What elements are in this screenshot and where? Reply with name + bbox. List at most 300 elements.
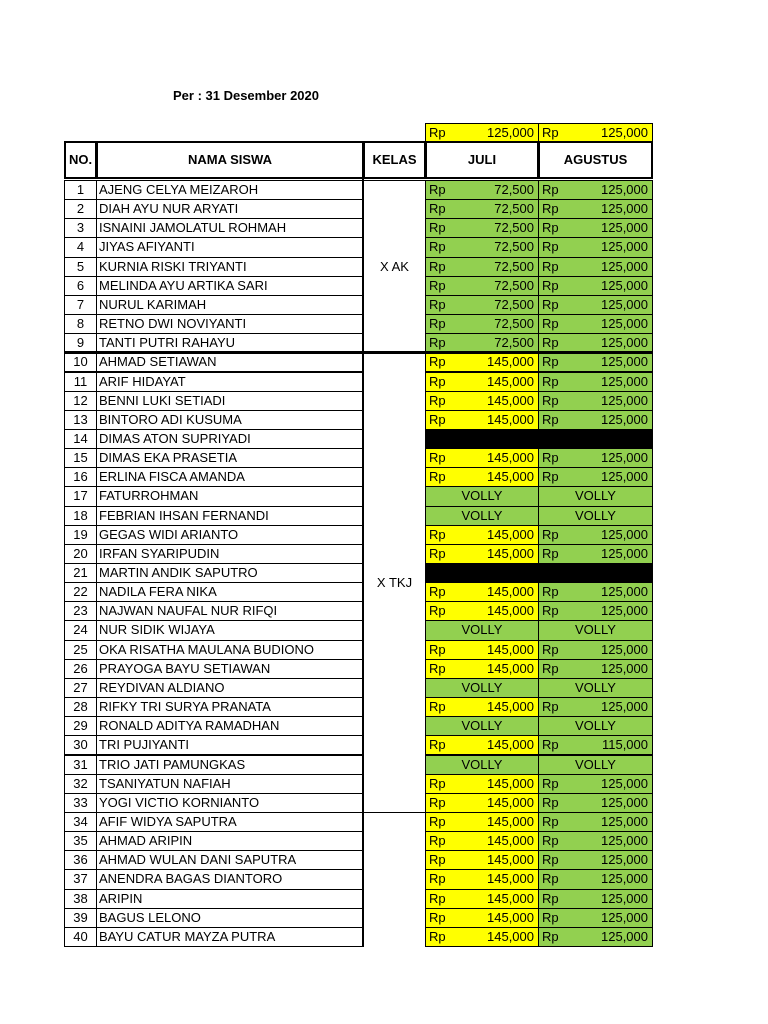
row-number	[64, 735, 97, 755]
payment-cell-juli[interactable]	[425, 237, 539, 257]
payment-cell-agustus[interactable]	[538, 735, 653, 755]
student-name-text: MARTIN ANDIK SAPUTRO	[99, 565, 258, 580]
payment-cell-juli[interactable]	[425, 352, 539, 372]
payment-cell-juli[interactable]	[425, 257, 539, 277]
payment-cell-agustus[interactable]	[538, 429, 653, 449]
row-number	[64, 869, 97, 889]
payment-amount: 145,000	[487, 545, 534, 561]
currency-label: Rp	[429, 277, 446, 293]
row-number-text: 32	[73, 775, 88, 791]
student-name-text: AFIF WIDYA SAPUTRA	[99, 813, 237, 829]
payment-cell-juli[interactable]	[425, 506, 539, 526]
payment-cell-agustus[interactable]	[538, 525, 653, 545]
row-number-text: 3	[76, 220, 85, 236]
currency-label: Rp	[542, 545, 559, 561]
row-number	[64, 372, 97, 392]
payment-amount: 125,000	[601, 296, 648, 312]
payment-cell-juli[interactable]	[425, 601, 539, 621]
currency-label: Rp	[429, 699, 446, 715]
student-name-text: NURUL KARIMAH	[99, 296, 207, 312]
currency-label: Rp	[542, 794, 559, 810]
payment-cell-juli[interactable]	[425, 640, 539, 660]
student-name	[96, 180, 364, 200]
student-name	[96, 314, 364, 334]
row-number-text: 36	[73, 852, 88, 868]
student-name	[96, 640, 364, 660]
payment-cell-juli[interactable]	[425, 333, 539, 353]
student-name	[96, 620, 364, 640]
currency-label: Rp	[542, 813, 559, 829]
header-no	[64, 141, 97, 179]
payment-amount: 125,000	[601, 220, 648, 236]
student-name-text: JIYAS AFIYANTI	[99, 239, 195, 255]
payment-cell-agustus[interactable]	[538, 391, 653, 411]
payment-cell-juli[interactable]	[425, 927, 539, 947]
payment-cell-agustus[interactable]	[538, 601, 653, 621]
currency-label: Rp	[542, 737, 559, 753]
row-number-text: 12	[73, 392, 88, 408]
group-divider	[64, 351, 653, 354]
currency-label: Rp	[542, 239, 559, 255]
student-name	[96, 889, 364, 909]
payment-cell-agustus[interactable]	[538, 506, 653, 526]
payment-cell-juli[interactable]	[425, 678, 539, 698]
currency-label: Rp	[429, 775, 446, 791]
currency-label: Rp	[542, 392, 559, 408]
payment-amount: 125,000	[601, 182, 648, 197]
student-name	[96, 333, 364, 353]
kelas-group-cell	[363, 180, 426, 353]
currency-label: Rp	[429, 928, 446, 944]
row-number-text: 33	[73, 794, 88, 810]
payment-cell-juli[interactable]	[425, 372, 539, 392]
row-number	[64, 467, 97, 487]
row-number	[64, 295, 97, 315]
payment-cell-agustus[interactable]	[538, 678, 653, 698]
student-name	[96, 237, 364, 257]
name-column-right-border	[362, 141, 364, 947]
payment-amount: 125,000	[601, 354, 648, 370]
student-name-text: NUR SIDIK WIJAYA	[99, 622, 215, 638]
currency-label: Rp	[429, 641, 446, 657]
row-number-text: 29	[73, 718, 88, 734]
payment-amount: 125,000	[601, 469, 648, 485]
payment-note: VOLLY	[575, 622, 616, 638]
student-name	[96, 429, 364, 449]
payment-cell-agustus[interactable]	[538, 697, 653, 717]
student-name-text: FEBRIAN IHSAN FERNANDI	[99, 507, 269, 523]
currency-label: Rp	[429, 182, 446, 197]
payment-cell-agustus[interactable]	[538, 620, 653, 640]
row-number-text: 28	[73, 699, 88, 715]
payment-note: VOLLY	[575, 507, 616, 523]
payment-amount: 72,500	[494, 277, 534, 293]
row-number	[64, 659, 97, 679]
row-number	[64, 774, 97, 794]
payment-cell-agustus[interactable]	[538, 448, 653, 468]
payment-cell-juli[interactable]	[425, 218, 539, 238]
student-name-text: ISNAINI JAMOLATUL ROHMAH	[99, 220, 287, 236]
student-name	[96, 869, 364, 889]
payment-amount: 145,000	[487, 852, 534, 868]
currency-label: Rp	[429, 373, 446, 389]
payment-cell-agustus[interactable]	[538, 352, 653, 372]
student-name	[96, 678, 364, 698]
payment-note: VOLLY	[575, 718, 616, 734]
student-name	[96, 927, 364, 947]
payment-cell-juli[interactable]	[425, 831, 539, 851]
payment-amount: 125,000	[601, 890, 648, 906]
student-name-text: IRFAN SYARIPUDIN	[99, 545, 220, 561]
student-name-text: ERLINA FISCA AMANDA	[99, 469, 245, 485]
student-name-text: ARIF HIDAYAT	[99, 373, 186, 389]
payment-amount: 145,000	[487, 813, 534, 829]
payment-cell-juli[interactable]	[425, 735, 539, 755]
row-number	[64, 755, 97, 775]
row-number-text: 11	[73, 373, 88, 389]
student-name-text: REYDIVAN ALDIANO	[99, 679, 225, 695]
student-name-text: MELINDA AYU ARTIKA SARI	[99, 277, 268, 293]
currency-label: Rp	[542, 296, 559, 312]
currency-label: Rp	[542, 316, 559, 332]
student-name	[96, 831, 364, 851]
student-name-text: AHMAD ARIPIN	[99, 833, 193, 849]
payment-cell-juli[interactable]	[425, 276, 539, 296]
page-title: Per : 31 Desember 2020	[173, 88, 319, 103]
row-number	[64, 678, 97, 698]
student-name-text: BAGUS LELONO	[99, 909, 201, 925]
payment-amount: 145,000	[487, 890, 534, 906]
payment-cell-agustus[interactable]	[538, 908, 653, 928]
row-number-text: 30	[73, 737, 88, 753]
payment-cell-juli[interactable]	[425, 391, 539, 411]
row-number	[64, 448, 97, 468]
payment-cell-juli[interactable]	[425, 697, 539, 717]
student-name-text: BENNI LUKI SETIADI	[99, 392, 226, 408]
row-number	[64, 544, 97, 564]
student-name-text: RETNO DWI NOVIYANTI	[99, 316, 247, 332]
payment-amount: 145,000	[487, 584, 534, 600]
payment-amount: 72,500	[494, 335, 534, 351]
row-number-text: 15	[73, 450, 88, 466]
student-name	[96, 716, 364, 736]
row-number-text: 16	[73, 469, 88, 485]
student-name	[96, 372, 364, 392]
currency-label: Rp	[429, 890, 446, 906]
row-number-text: 1	[76, 182, 85, 197]
kelas-top-line	[363, 812, 426, 813]
payment-amount: 145,000	[487, 603, 534, 619]
payment-cell-juli[interactable]	[425, 908, 539, 928]
row-number-text: 9	[76, 335, 85, 351]
header-kelas	[363, 141, 426, 179]
payment-cell-juli[interactable]	[425, 410, 539, 430]
row-number-text: 23	[73, 603, 88, 619]
payment-cell-agustus[interactable]	[538, 640, 653, 660]
header-label-no: NO.	[68, 152, 93, 167]
row-number	[64, 908, 97, 928]
payment-cell-agustus[interactable]	[538, 831, 653, 851]
currency-label: Rp	[542, 890, 559, 906]
student-name	[96, 506, 364, 526]
currency-label: Rp	[429, 584, 446, 600]
currency-label: Rp	[542, 871, 559, 887]
row-number	[64, 429, 97, 449]
payment-cell-juli[interactable]	[425, 659, 539, 679]
payment-cell-agustus[interactable]	[538, 295, 653, 315]
student-name	[96, 908, 364, 928]
student-name	[96, 755, 364, 775]
payment-cell-agustus[interactable]	[538, 180, 653, 200]
row-number	[64, 582, 97, 602]
currency-label: Rp	[542, 526, 559, 542]
payment-cell-juli[interactable]	[425, 793, 539, 813]
currency-label: Rp	[429, 794, 446, 810]
payment-amount: 145,000	[487, 392, 534, 408]
payment-cell-agustus[interactable]	[538, 544, 653, 564]
payment-cell-juli[interactable]	[425, 812, 539, 832]
payment-cell-juli[interactable]	[425, 199, 539, 219]
payment-cell-juli[interactable]	[425, 774, 539, 794]
payment-amount: 72,500	[494, 220, 534, 236]
student-name-text: AHMAD SETIAWAN	[99, 354, 217, 370]
row-number-text: 10	[73, 354, 88, 370]
payment-amount: 125,000	[601, 373, 648, 389]
currency-label: Rp	[542, 411, 559, 427]
payment-amount: 125,000	[601, 335, 648, 351]
row-number	[64, 180, 97, 200]
row-number	[64, 850, 97, 870]
payment-cell-agustus[interactable]	[538, 889, 653, 909]
payment-cell-agustus[interactable]	[538, 755, 653, 775]
payment-amount: 125,000	[601, 277, 648, 293]
currency-label: Rp	[429, 871, 446, 887]
row-number-text: 20	[73, 545, 88, 561]
payment-cell-juli[interactable]	[425, 429, 539, 449]
payment-cell-agustus[interactable]	[538, 333, 653, 353]
payment-cell-juli[interactable]	[425, 544, 539, 564]
currency-label: Rp	[542, 852, 559, 868]
payment-cell-agustus[interactable]	[538, 850, 653, 870]
student-name	[96, 352, 364, 372]
payment-cell-agustus[interactable]	[538, 257, 653, 277]
row-number	[64, 793, 97, 813]
student-name	[96, 391, 364, 411]
payment-cell-agustus[interactable]	[538, 218, 653, 238]
payment-amount: 115,000	[601, 737, 648, 753]
currency-label: Rp	[542, 354, 559, 370]
payment-amount: 145,000	[487, 450, 534, 466]
row-number-text: 8	[76, 316, 85, 332]
currency-label: Rp	[542, 373, 559, 389]
student-name-text: TANTI PUTRI RAHAYU	[99, 335, 236, 351]
payment-cell-agustus[interactable]	[538, 486, 653, 506]
kelas-group-cell	[363, 352, 426, 813]
student-name	[96, 486, 364, 506]
payment-cell-agustus[interactable]	[538, 774, 653, 794]
student-name-text: ARIPIN	[99, 890, 143, 906]
payment-cell-agustus[interactable]	[538, 372, 653, 392]
student-name	[96, 774, 364, 794]
payment-cell-juli[interactable]	[425, 869, 539, 889]
currency-label: Rp	[429, 603, 446, 619]
row-number-text: 37	[73, 871, 88, 887]
payment-amount: 145,000	[487, 737, 534, 753]
row-number-text: 6	[76, 277, 85, 293]
student-name	[96, 276, 364, 296]
row-number	[64, 199, 97, 219]
student-name-text: TSANIYATUN NAFIAH	[99, 775, 231, 791]
payment-amount: 72,500	[494, 258, 534, 274]
payment-amount: 145,000	[487, 909, 534, 925]
currency-label: Rp	[542, 641, 559, 657]
payment-cell-agustus[interactable]	[538, 563, 653, 583]
row-number	[64, 716, 97, 736]
row-number	[64, 812, 97, 832]
payment-cell-agustus[interactable]	[538, 237, 653, 257]
payment-cell-juli[interactable]	[425, 467, 539, 487]
payment-amount: 72,500	[494, 296, 534, 312]
payment-amount: 145,000	[487, 794, 534, 810]
payment-cell-juli[interactable]	[425, 486, 539, 506]
row-number-text: 27	[73, 679, 88, 695]
student-name-text: DIMAS EKA PRASETIA	[99, 450, 237, 466]
payment-cell-agustus[interactable]	[538, 927, 653, 947]
payment-amount: 125,000	[601, 775, 648, 791]
payment-amount: 125,000	[601, 813, 648, 829]
payment-cell-juli[interactable]	[425, 295, 539, 315]
currency-label: Rp	[429, 392, 446, 408]
payment-cell-agustus[interactable]	[538, 793, 653, 813]
student-name	[96, 601, 364, 621]
payment-cell-juli[interactable]	[425, 563, 539, 583]
payment-cell-agustus[interactable]	[538, 869, 653, 889]
row-number-text: 7	[76, 296, 85, 312]
student-name-text: KURNIA RISKI TRIYANTI	[99, 258, 247, 274]
payment-amount: 145,000	[487, 354, 534, 370]
row-number-text: 13	[73, 411, 88, 427]
payment-cell-agustus[interactable]	[538, 659, 653, 679]
currency-label: Rp	[542, 335, 559, 351]
student-name	[96, 199, 364, 219]
payment-cell-juli[interactable]	[425, 180, 539, 200]
kelas-label: X AK	[380, 258, 409, 274]
payment-amount: 145,000	[487, 928, 534, 944]
payment-amount: 125,000	[601, 660, 648, 676]
currency-label: Rp	[429, 296, 446, 312]
student-name-text: RONALD ADITYA RAMADHAN	[99, 718, 280, 734]
payment-amount: 145,000	[487, 871, 534, 887]
payment-cell-agustus[interactable]	[538, 199, 653, 219]
payment-cell-juli[interactable]	[425, 448, 539, 468]
payment-cell-agustus[interactable]	[538, 812, 653, 832]
student-name	[96, 410, 364, 430]
payment-note: VOLLY	[461, 718, 503, 734]
row-number	[64, 506, 97, 526]
payment-amount: 125,000	[601, 833, 648, 849]
payment-cell-agustus[interactable]	[538, 314, 653, 334]
currency-label: Rp	[429, 411, 446, 427]
student-name-text: FATURROHMAN	[99, 488, 199, 504]
payment-amount: 125,000	[601, 411, 648, 427]
currency-label: Rp	[542, 833, 559, 849]
currency-label: Rp	[429, 335, 446, 351]
row-number	[64, 486, 97, 506]
row-number	[64, 257, 97, 277]
student-name-text: RIFKY TRI SURYA PRANATA	[99, 699, 271, 715]
payment-cell-juli[interactable]	[425, 889, 539, 909]
payment-cell-agustus[interactable]	[538, 410, 653, 430]
student-name-text: AHMAD WULAN DANI SAPUTRA	[99, 852, 297, 868]
payment-cell-juli[interactable]	[425, 314, 539, 334]
row-number-text: 40	[73, 928, 88, 944]
payment-amount: 145,000	[487, 833, 534, 849]
payment-amount: 125,000	[601, 584, 648, 600]
currency-label: Rp	[429, 239, 446, 255]
payment-amount: 72,500	[494, 182, 534, 197]
row-number-text: 4	[76, 239, 85, 255]
header-label-agustus: AGUSTUS	[563, 152, 628, 167]
student-name-text: AJENG CELYA MEIZAROH	[99, 182, 259, 197]
currency-label: Rp	[429, 813, 446, 829]
payment-amount: 125,000	[601, 545, 648, 561]
currency-label: Rp	[542, 258, 559, 274]
student-name	[96, 659, 364, 679]
payment-note: VOLLY	[461, 507, 503, 523]
student-name-text: ANENDRA BAGAS DIANTORO	[99, 871, 283, 887]
payment-cell-juli[interactable]	[425, 582, 539, 602]
currency-label: Rp	[542, 277, 559, 293]
row-number-text: 38	[73, 890, 88, 906]
payment-cell-juli[interactable]	[425, 525, 539, 545]
kelas-label: X TKJ	[376, 574, 413, 590]
row-number-text: 19	[73, 526, 88, 542]
student-name-text: NAJWAN NAUFAL NUR RIFQI	[99, 603, 278, 619]
currency-label: Rp	[542, 699, 559, 715]
rate-cell-agustus	[538, 123, 653, 142]
student-name-text: PRAYOGA BAYU SETIAWAN	[99, 660, 271, 676]
payment-cell-agustus[interactable]	[538, 582, 653, 602]
payment-cell-agustus[interactable]	[538, 467, 653, 487]
student-name	[96, 544, 364, 564]
payment-cell-juli[interactable]	[425, 755, 539, 775]
payment-cell-juli[interactable]	[425, 850, 539, 870]
row-number	[64, 697, 97, 717]
student-name-text: OKA RISATHA MAULANA BUDIONO	[99, 641, 315, 657]
payment-amount: 125,000	[601, 852, 648, 868]
payment-cell-juli[interactable]	[425, 620, 539, 640]
row-number	[64, 352, 97, 372]
row-number	[64, 314, 97, 334]
student-name	[96, 257, 364, 277]
student-name-text: TRIO JATI PAMUNGKAS	[99, 756, 246, 772]
payment-cell-agustus[interactable]	[538, 276, 653, 296]
student-name	[96, 582, 364, 602]
row-number	[64, 563, 97, 583]
currency-label: Rp	[429, 220, 446, 236]
payment-amount: 125,000	[601, 316, 648, 332]
row-number-text: 26	[73, 660, 88, 676]
payment-amount: 125,000	[601, 201, 648, 217]
student-name	[96, 812, 364, 832]
payment-cell-agustus[interactable]	[538, 716, 653, 736]
payment-amount: 125,000	[601, 909, 648, 925]
row-number	[64, 620, 97, 640]
row-number	[64, 525, 97, 545]
student-name	[96, 735, 364, 755]
payment-amount: 145,000	[487, 699, 534, 715]
payment-cell-juli[interactable]	[425, 716, 539, 736]
